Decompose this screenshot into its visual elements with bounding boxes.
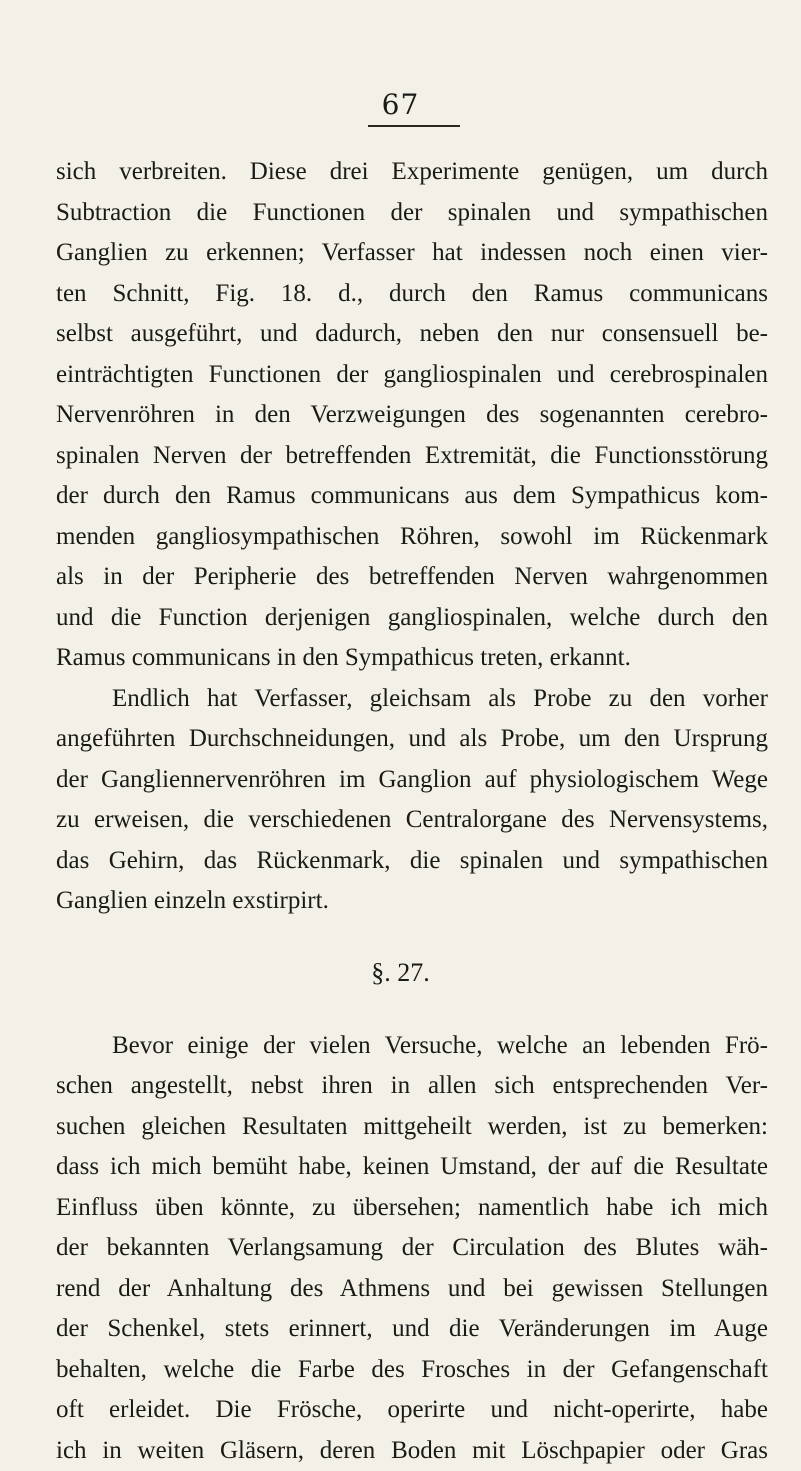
text-line: suchen gleichen Resultaten mittgeheilt werden, ist zu bemerken: <box>56 1113 768 1140</box>
text-line: ten Schnitt, Fig. 18. d., durch den Ramus communicans <box>56 280 768 307</box>
text-line: Ganglien zu erkennen; Verfasser hat indessen noch einen vier- <box>56 239 768 266</box>
text-line: der Schenkel, stets erinnert, und die Veränderungen im Auge <box>56 1315 768 1342</box>
text-line: Nervenröhren in den Verzweigungen des sogenannten cerebro- <box>56 401 768 428</box>
text-line: der bekannten Verlangsamung der Circulation des Blutes wäh- <box>56 1234 768 1261</box>
text-line: der Gangliennervenröhren im Ganglion auf physiologischem Wege <box>56 766 768 793</box>
text-line: das Gehirn, das Rückenmark, die spinalen und sympathischen <box>56 847 768 874</box>
text-line: der durch den Ramus communicans aus dem Sympathicus kom- <box>56 482 768 509</box>
text-line: dass ich mich bemüht habe, keinen Umstand, der auf die Resultate <box>56 1153 768 1180</box>
text-line: selbst ausgeführt, und dadurch, neben den nur consensuell be- <box>56 320 768 347</box>
header-rule <box>368 125 460 127</box>
text-line: Ramus communicans in den Sympathicus treten, erkannt. <box>56 644 631 671</box>
text-line: Endlich hat Verfasser, gleichsam als Probe zu den vorher <box>112 685 768 712</box>
text-line: ich in weiten Gläsern, deren Boden mit Löschpapier oder Gras <box>56 1437 768 1464</box>
text-line: Subtraction die Functionen der spinalen und sympathischen <box>56 199 768 226</box>
text-line: oft erleidet. Die Frösche, operirte und nicht-operirte, habe <box>56 1396 768 1423</box>
text-line: rend der Anhaltung des Athmens und bei gewissen Stellungen <box>56 1275 768 1302</box>
text-line: behalten, welche die Farbe des Frosches in der Gefangenschaft <box>56 1356 768 1383</box>
section-heading: §. 27. <box>371 958 430 987</box>
text-line: angeführten Durchschneidungen, und als Probe, um den Ursprung <box>56 725 768 752</box>
text-line: als in der Peripherie des betreffenden Nerven wahrgenommen <box>56 563 768 590</box>
text-line: Bevor einige der vielen Versuche, welche an lebenden Frö- <box>112 1032 768 1059</box>
text-line: sich verbreiten. Diese drei Experimente genügen, um durch <box>56 158 768 185</box>
page-number: 67 <box>381 88 420 121</box>
text-line: und die Function derjenigen gangliospinalen, welche durch den <box>56 604 768 631</box>
text-line: spinalen Nerven der betreffenden Extremität, die Functionsstörung <box>56 442 768 469</box>
text-line: Einfluss üben könnte, zu übersehen; namentlich habe ich mich <box>56 1194 768 1221</box>
text-line: Ganglien einzeln exstirpirt. <box>56 887 329 914</box>
text-line: menden gangliosympathischen Röhren, sowohl im Rückenmark <box>56 523 768 550</box>
text-line: schen angestellt, nebst ihren in allen sich entsprechenden Ver- <box>56 1072 768 1099</box>
text-line: zu erweisen, die verschiedenen Centralorgane des Nervensystems, <box>56 806 768 833</box>
text-line: einträchtigten Functionen der gangliospinalen und cerebrospinalen <box>56 361 768 388</box>
